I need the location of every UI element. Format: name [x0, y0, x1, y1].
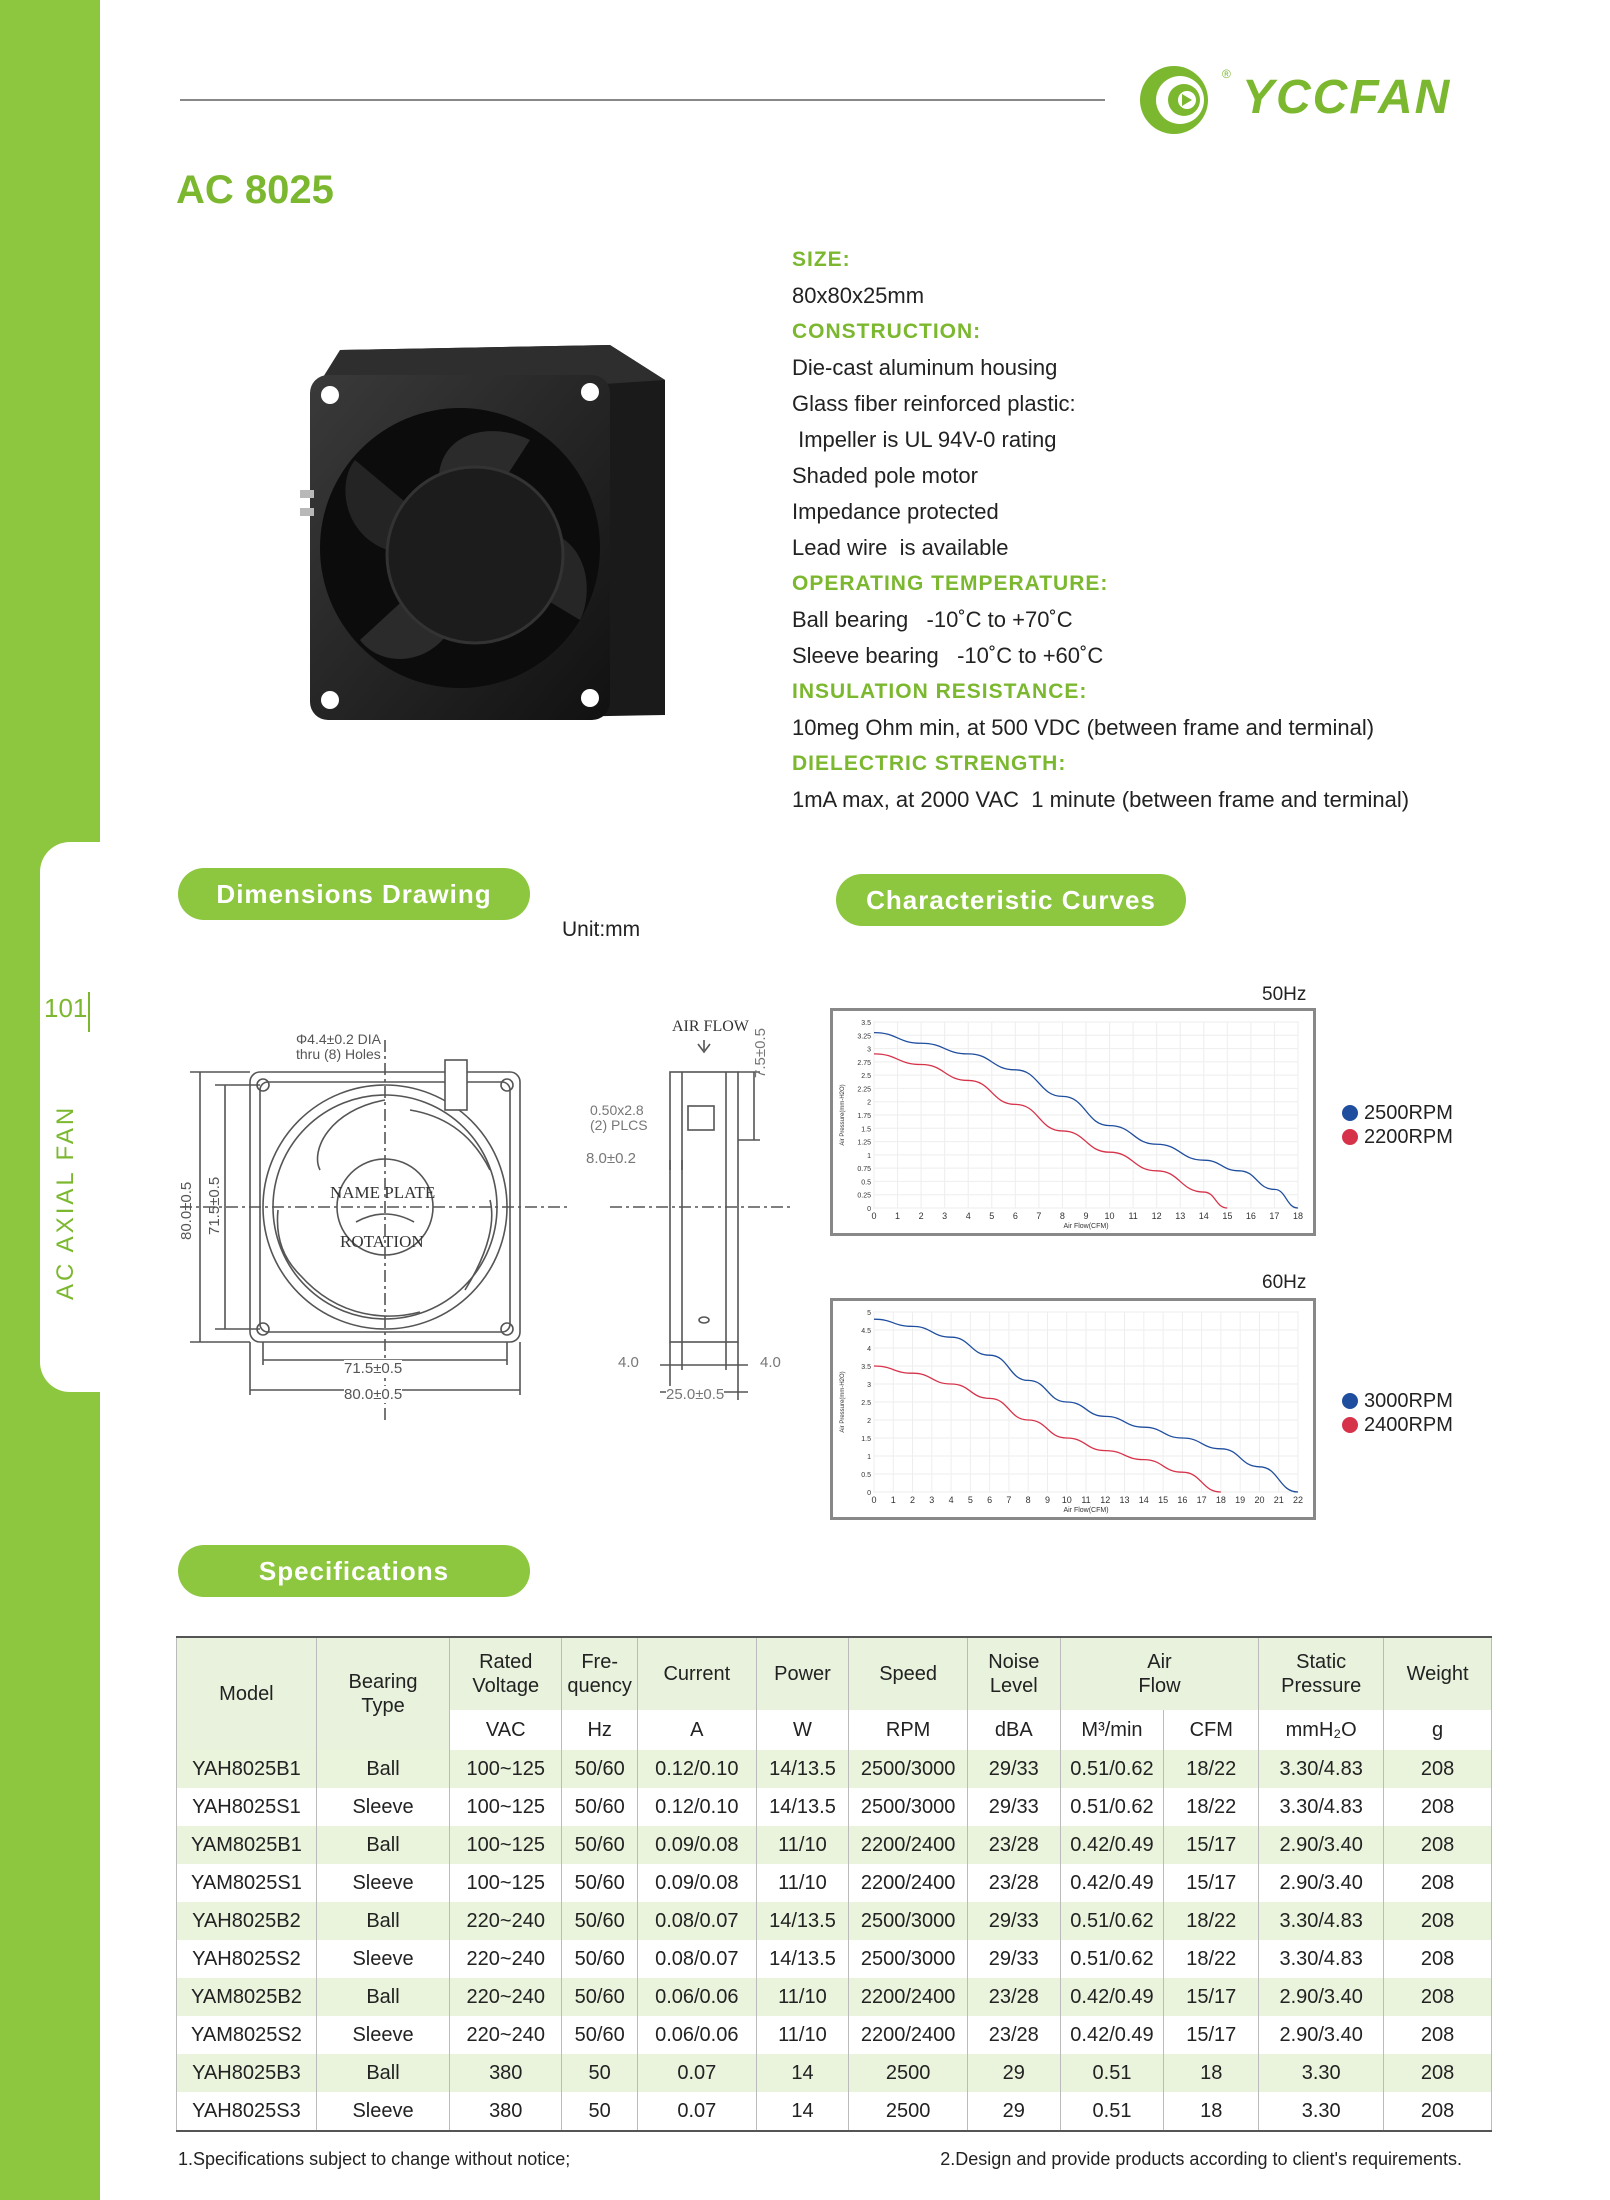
dimensions-drawing-heading: Dimensions Drawing	[178, 868, 530, 920]
table-cell: YAH8025B2	[177, 1902, 317, 1940]
spec-temperature-line: Sleeve bearing -10˚C to +60˚C	[792, 643, 1104, 668]
chart-60hz	[830, 1298, 1316, 1520]
legend-dot-red-icon	[1342, 1129, 1358, 1145]
spec-heading-insulation: INSULATION RESISTANCE:	[792, 680, 1088, 703]
y-tick-label: 2	[867, 1099, 871, 1107]
unit-cfm: CFM	[1164, 1710, 1259, 1750]
x-tick-label: 17	[1196, 1495, 1207, 1505]
y-tick-label: 2.5	[861, 1400, 871, 1407]
table-row	[177, 1788, 1492, 1826]
chart-50hz-legend-1: 2500RPM	[1342, 1102, 1453, 1125]
fan-product-image	[280, 320, 680, 740]
table-cell: 29/33	[967, 1750, 1060, 1788]
drawing-air-flow: AIR FLOW	[672, 1018, 749, 1035]
table-cell: YAH8025S1	[177, 1788, 317, 1826]
table-cell: 50/60	[562, 1978, 638, 2016]
table-cell: 14/13.5	[756, 1750, 849, 1788]
table-cell: 2500	[849, 2054, 967, 2092]
x-tick-label: 9	[1083, 1211, 1089, 1221]
unit-label: Unit:mm	[562, 918, 641, 941]
table-cell: Ball	[316, 1750, 449, 1788]
table-cell: 11/10	[756, 1978, 849, 2016]
unit-mmh2o: mmH₂O	[1259, 1710, 1384, 1750]
table-cell: 220~240	[450, 1902, 562, 1940]
table-cell: 2500/3000	[849, 1940, 967, 1978]
drawing-dim-25: 25.0±0.5	[666, 1386, 725, 1403]
table-cell: Sleeve	[316, 1940, 449, 1978]
x-tick-label: 13	[1119, 1495, 1130, 1505]
spec-size-value: 80x80x25mm	[792, 283, 925, 308]
x-tick-label: 4	[965, 1211, 971, 1221]
table-cell: 0.08/0.07	[638, 1940, 756, 1978]
x-tick-label: 20	[1254, 1495, 1265, 1505]
table-cell: 2500/3000	[849, 1788, 967, 1826]
y-tick-label: 2	[867, 1418, 871, 1425]
table-cell: 0.51	[1060, 2092, 1164, 2131]
table-cell: 18/22	[1164, 1788, 1259, 1826]
th-airflow: Air Flow	[1060, 1637, 1259, 1710]
table-cell: 0.42/0.49	[1060, 1978, 1164, 2016]
y-tick-label: 0	[867, 1206, 871, 1213]
table-cell: 0.08/0.07	[638, 1902, 756, 1940]
th-pressure: Static Pressure	[1259, 1637, 1384, 1710]
x-axis-label: Air Flow(CFM)	[1063, 1507, 1109, 1514]
table-cell: 0.06/0.06	[638, 2016, 756, 2054]
y-tick-label: 1.25	[857, 1139, 871, 1147]
unit-rpm: RPM	[849, 1710, 967, 1750]
y-tick-label: 0.5	[861, 1472, 871, 1479]
x-tick-label: 7	[1036, 1211, 1042, 1221]
table-cell: 100~125	[450, 1788, 562, 1826]
y-axis-label: Air Pressure(mm-H2O)	[840, 1371, 846, 1433]
x-tick-label: 3	[929, 1495, 935, 1505]
drawing-dim-8: 8.0±0.2	[586, 1150, 636, 1167]
table-cell: 11/10	[756, 1864, 849, 1902]
chart-frame	[831, 1299, 1315, 1519]
spec-construction-line: Lead wire is available	[792, 535, 1009, 560]
table-cell: 220~240	[450, 1940, 562, 1978]
x-axis-label: Air Flow(CFM)	[1063, 1223, 1109, 1230]
chart-60hz-legend-1: 3000RPM	[1342, 1390, 1453, 1413]
table-cell: 14/13.5	[756, 1940, 849, 1978]
note-left: 1.Specifications subject to change without notice;	[178, 2149, 571, 2169]
y-axis-label: Air Pressure(mm-H2O)	[840, 1084, 846, 1146]
table-cell: YAH8025B1	[177, 1750, 317, 1788]
table-cell: 2.90/3.40	[1259, 1826, 1384, 1864]
table-cell: 0.51/0.62	[1060, 1750, 1164, 1788]
x-tick-label: 18	[1215, 1495, 1226, 1505]
table-cell: 220~240	[450, 1978, 562, 2016]
drawing-name-plate: NAME PLATE	[330, 1183, 436, 1202]
x-tick-label: 3	[942, 1211, 948, 1221]
spec-heading-temperature: OPERATING TEMPERATURE:	[792, 572, 1109, 595]
x-tick-label: 15	[1222, 1211, 1233, 1221]
table-cell: 0.09/0.08	[638, 1864, 756, 1902]
y-tick-label: 4.5	[861, 1328, 871, 1335]
y-tick-label: 0.25	[857, 1192, 871, 1200]
y-tick-label: 3	[867, 1046, 871, 1054]
table-cell: 2500/3000	[849, 1902, 967, 1940]
table-cell: YAH8025B3	[177, 2054, 317, 2092]
drawing-dim-80-horizontal: 80.0±0.5	[344, 1386, 403, 1403]
table-row	[177, 1902, 1492, 1940]
table-cell: Ball	[316, 1978, 449, 2016]
table-cell: 3.30/4.83	[1259, 1788, 1384, 1826]
x-tick-label: 11	[1081, 1495, 1091, 1505]
y-tick-label: 2.25	[857, 1086, 871, 1094]
table-cell: 208	[1384, 2092, 1492, 2131]
table-cell: 14	[756, 2092, 849, 2131]
x-tick-label: 1	[895, 1211, 901, 1221]
y-tick-label: 0.5	[861, 1179, 871, 1187]
table-cell: 23/28	[967, 1978, 1060, 2016]
specifications-table	[176, 1636, 1492, 2132]
table-cell: 15/17	[1164, 2016, 1259, 2054]
table-cell: 208	[1384, 1750, 1492, 1788]
table-cell: 18/22	[1164, 1902, 1259, 1940]
x-tick-label: 0	[871, 1495, 877, 1505]
table-cell: 2200/2400	[849, 1978, 967, 2016]
spec-heading-construction: CONSTRUCTION:	[792, 320, 982, 343]
x-tick-label: 7	[1006, 1495, 1012, 1505]
spec-heading-dielectric: DIELECTRIC STRENGTH:	[792, 752, 1067, 775]
spec-construction-line: Impedance protected	[792, 499, 999, 524]
x-tick-label: 16	[1245, 1211, 1256, 1221]
table-cell: 2200/2400	[849, 2016, 967, 2054]
table-cell: 208	[1384, 1902, 1492, 1940]
table-cell: Sleeve	[316, 2016, 449, 2054]
table-cell: 29/33	[967, 1902, 1060, 1940]
spec-construction-line: Impeller is UL 94V-0 rating	[792, 427, 1057, 452]
page-number-divider	[88, 992, 90, 1032]
y-tick-label: 1	[867, 1152, 871, 1160]
th-weight: Weight	[1384, 1637, 1492, 1710]
table-cell: YAH8025S3	[177, 2092, 317, 2131]
x-tick-label: 6	[987, 1495, 993, 1505]
chart-frame	[831, 1009, 1315, 1235]
table-cell: 15/17	[1164, 1826, 1259, 1864]
th-noise: Noise Level	[967, 1637, 1060, 1710]
x-tick-label: 14	[1138, 1495, 1149, 1505]
table-cell: 50/60	[562, 2016, 638, 2054]
table-cell: 2200/2400	[849, 1826, 967, 1864]
drawing-dim-4-left: 4.0	[618, 1354, 639, 1371]
unit-vac: VAC	[450, 1710, 562, 1750]
table-cell: 50/60	[562, 1750, 638, 1788]
legend-dot-blue-icon	[1342, 1105, 1358, 1121]
table-cell: 50/60	[562, 1902, 638, 1940]
x-tick-label: 22	[1292, 1495, 1304, 1505]
table-cell: 11/10	[756, 2016, 849, 2054]
x-tick-label: 2	[918, 1211, 924, 1221]
table-row	[177, 1864, 1492, 1902]
y-tick-label: 4	[867, 1346, 871, 1353]
table-cell: 50/60	[562, 1940, 638, 1978]
table-cell: 0.51	[1060, 2054, 1164, 2092]
x-tick-label: 17	[1269, 1211, 1280, 1221]
table-cell: Ball	[316, 1826, 449, 1864]
brand-name: YCCFAN	[1242, 71, 1452, 124]
th-current: Current	[638, 1637, 756, 1710]
drawing-dim-80-vertical: 80.0±0.5	[178, 1181, 195, 1240]
x-tick-label: 10	[1061, 1495, 1072, 1505]
y-tick-label: 0.75	[857, 1166, 871, 1174]
note-right: 2.Design and provide products according to client's requirements.	[940, 2149, 1462, 2169]
spec-construction-line: Die-cast aluminum housing	[792, 355, 1058, 380]
table-cell: 11/10	[756, 1826, 849, 1864]
spec-list	[792, 242, 1552, 818]
chart-50hz-title: 50Hz	[1262, 984, 1307, 1005]
table-cell: 0.51/0.62	[1060, 1902, 1164, 1940]
table-cell: 0.07	[638, 2054, 756, 2092]
table-cell: 0.06/0.06	[638, 1978, 756, 2016]
drawing-dim-4-right: 4.0	[760, 1354, 781, 1371]
y-tick-label: 5	[867, 1310, 871, 1317]
table-cell: 0.42/0.49	[1060, 2016, 1164, 2054]
table-row	[177, 2016, 1492, 2054]
table-cell: 0.07	[638, 2092, 756, 2131]
table-cell: 29/33	[967, 1940, 1060, 1978]
x-tick-label: 18	[1292, 1211, 1304, 1221]
table-cell: 29/33	[967, 1788, 1060, 1826]
table-cell: 3.30/4.83	[1259, 1940, 1384, 1978]
spec-dielectric-line: 1mA max, at 2000 VAC 1 minute (between frame and terminal)	[792, 787, 1410, 812]
x-tick-label: 14	[1198, 1211, 1209, 1221]
y-tick-label: 2.5	[861, 1073, 871, 1081]
characteristic-curves-heading: Characteristic Curves	[836, 874, 1186, 926]
table-cell: 208	[1384, 1978, 1492, 2016]
legend-dot-blue-icon	[1342, 1393, 1358, 1409]
th-voltage: Rated Voltage	[450, 1637, 562, 1710]
table-cell: 14/13.5	[756, 1902, 849, 1940]
chart-60hz-title: 60Hz	[1262, 1272, 1307, 1293]
table-cell: 208	[1384, 1826, 1492, 1864]
table-cell: 50	[562, 2054, 638, 2092]
x-tick-label: 5	[967, 1495, 973, 1505]
table-cell: 50/60	[562, 1826, 638, 1864]
unit-hz: Hz	[562, 1710, 638, 1750]
table-cell: 29	[967, 2092, 1060, 2131]
unit-w: W	[756, 1710, 849, 1750]
table-cell: 18/22	[1164, 1940, 1259, 1978]
drawing-rotation: ROTATION	[340, 1232, 424, 1251]
th-frequency: Fre- quency	[562, 1637, 638, 1710]
table-cell: 23/28	[967, 2016, 1060, 2054]
table-cell: 14	[756, 2054, 849, 2092]
x-tick-label: 1	[890, 1495, 896, 1505]
table-cell: 29	[967, 2054, 1060, 2092]
table-row	[177, 1826, 1492, 1864]
x-tick-label: 13	[1175, 1211, 1186, 1221]
spec-heading-size: SIZE:	[792, 248, 851, 271]
y-tick-label: 1	[867, 1454, 871, 1461]
x-tick-label: 4	[948, 1495, 954, 1505]
table-cell: 100~125	[450, 1864, 562, 1902]
th-speed: Speed	[849, 1637, 967, 1710]
page-number: 101	[44, 993, 88, 1023]
table-row	[177, 1978, 1492, 2016]
table-header-row	[177, 1637, 1492, 1710]
table-cell: 2.90/3.40	[1259, 1978, 1384, 2016]
table-cell: 50/60	[562, 1864, 638, 1902]
y-tick-label: 3.5	[861, 1364, 871, 1371]
table-cell: 23/28	[967, 1864, 1060, 1902]
y-tick-label: 2.75	[857, 1059, 871, 1067]
table-cell: 3.30	[1259, 2092, 1384, 2131]
table-cell: 208	[1384, 2054, 1492, 2092]
x-tick-label: 10	[1104, 1211, 1115, 1221]
table-cell: 100~125	[450, 1750, 562, 1788]
spec-temperature-line: Ball bearing -10˚C to +70˚C	[792, 607, 1073, 632]
y-tick-label: 1.5	[861, 1436, 871, 1443]
table-cell: 208	[1384, 1940, 1492, 1978]
table-cell: 15/17	[1164, 1864, 1259, 1902]
table-cell: 0.12/0.10	[638, 1788, 756, 1826]
table-cell: Ball	[316, 2054, 449, 2092]
x-tick-label: 8	[1059, 1211, 1065, 1221]
table-cell: 18	[1164, 2092, 1259, 2131]
table-cell: 380	[450, 2092, 562, 2131]
drawing-holes-label-2: thru (8) Holes	[296, 1046, 381, 1062]
table-cell: 2500/3000	[849, 1750, 967, 1788]
table-cell: YAM8025S2	[177, 2016, 317, 2054]
spec-insulation-line: 10meg Ohm min, at 500 VDC (between frame and terminal)	[792, 715, 1375, 740]
registered-mark: ®	[1222, 67, 1231, 81]
table-cell: 2200/2400	[849, 1864, 967, 1902]
table-row	[177, 1940, 1492, 1978]
th-bearing: Bearing Type	[316, 1637, 449, 1750]
table-cell: Sleeve	[316, 1864, 449, 1902]
table-cell: 0.51/0.62	[1060, 1940, 1164, 1978]
unit-a: A	[638, 1710, 756, 1750]
drawing-dim-7-5: 7.5±0.5	[752, 1028, 769, 1078]
table-cell: 18	[1164, 2054, 1259, 2092]
table-cell: 208	[1384, 2016, 1492, 2054]
table-cell: YAH8025S2	[177, 1940, 317, 1978]
table-cell: 50/60	[562, 1788, 638, 1826]
x-tick-label: 21	[1273, 1495, 1284, 1505]
x-tick-label: 0	[871, 1211, 877, 1221]
header-rule	[180, 99, 1105, 101]
legend-dot-red-icon	[1342, 1417, 1358, 1433]
th-power: Power	[756, 1637, 849, 1710]
x-tick-label: 16	[1177, 1495, 1188, 1505]
unit-dba: dBA	[967, 1710, 1060, 1750]
table-cell: YAM8025B1	[177, 1826, 317, 1864]
unit-m3min: M³/min	[1060, 1710, 1164, 1750]
x-tick-label: 11	[1128, 1211, 1138, 1221]
y-tick-label: 1.75	[857, 1113, 871, 1120]
drawing-plcs-label-2: (2) PLCS	[590, 1117, 648, 1133]
dimension-side-view	[600, 1020, 800, 1440]
table-cell: 23/28	[967, 1826, 1060, 1864]
table-cell: 18/22	[1164, 1750, 1259, 1788]
table-cell: 0.51/0.62	[1060, 1788, 1164, 1826]
x-tick-label: 12	[1151, 1211, 1162, 1221]
specifications-heading: Specifications	[178, 1545, 530, 1597]
table-cell: Sleeve	[316, 2092, 449, 2131]
x-tick-label: 8	[1025, 1495, 1031, 1505]
table-cell: 0.12/0.10	[638, 1750, 756, 1788]
y-tick-label: 1.5	[861, 1126, 871, 1134]
unit-g: g	[1384, 1710, 1492, 1750]
table-cell: 15/17	[1164, 1978, 1259, 2016]
table-cell: 14/13.5	[756, 1788, 849, 1826]
table-row	[177, 1750, 1492, 1788]
table-cell: 3.30	[1259, 2054, 1384, 2092]
drawing-holes-label: Φ4.4±0.2 DIA	[296, 1031, 382, 1047]
table-cell: 2.90/3.40	[1259, 2016, 1384, 2054]
drawing-plcs-label: 0.50x2.8	[590, 1102, 644, 1118]
table-cell: 208	[1384, 1788, 1492, 1826]
table-cell: 208	[1384, 1864, 1492, 1902]
spec-construction-line: Shaded pole motor	[792, 463, 978, 488]
table-cell: 100~125	[450, 1826, 562, 1864]
x-tick-label: 12	[1100, 1495, 1111, 1505]
x-tick-label: 19	[1235, 1495, 1246, 1505]
table-cell: 2500	[849, 2092, 967, 2131]
x-tick-label: 9	[1044, 1495, 1050, 1505]
table-cell: 2.90/3.40	[1259, 1864, 1384, 1902]
table-cell: 0.42/0.49	[1060, 1864, 1164, 1902]
table-cell: 380	[450, 2054, 562, 2092]
table-cell: 50	[562, 2092, 638, 2131]
x-tick-label: 15	[1158, 1495, 1169, 1505]
chart-60hz-legend-2: 2400RPM	[1342, 1414, 1453, 1437]
spec-construction-line: Glass fiber reinforced plastic:	[792, 391, 1076, 416]
table-cell: 3.30/4.83	[1259, 1750, 1384, 1788]
table-cell: 0.42/0.49	[1060, 1826, 1164, 1864]
table-cell: YAM8025B2	[177, 1978, 317, 2016]
x-tick-label: 5	[989, 1211, 995, 1221]
side-category-label: AC AXIAL FAN	[52, 1104, 79, 1300]
x-tick-label: 2	[910, 1495, 916, 1505]
table-row	[177, 2092, 1492, 2131]
table-row	[177, 2054, 1492, 2092]
model-title: AC 8025	[176, 168, 334, 212]
table-cell: YAM8025S1	[177, 1864, 317, 1902]
x-tick-label: 6	[1012, 1211, 1018, 1221]
y-tick-label: 0	[867, 1490, 871, 1497]
th-model: Model	[177, 1637, 317, 1750]
table-cell: 3.30/4.83	[1259, 1902, 1384, 1940]
y-tick-label: 3.5	[861, 1020, 871, 1027]
table-cell: Sleeve	[316, 1788, 449, 1826]
table-cell: 220~240	[450, 2016, 562, 2054]
y-tick-label: 3.25	[857, 1033, 871, 1041]
dimension-front-view	[160, 1020, 580, 1440]
table-cell: 0.09/0.08	[638, 1826, 756, 1864]
drawing-dim-71-horizontal: 71.5±0.5	[344, 1360, 403, 1377]
chart-50hz	[830, 1008, 1316, 1236]
chart-50hz-legend-2: 2200RPM	[1342, 1126, 1453, 1149]
y-tick-label: 3	[867, 1382, 871, 1389]
table-cell: Ball	[316, 1902, 449, 1940]
drawing-dim-71-vertical: 71.5±0.5	[206, 1176, 223, 1235]
